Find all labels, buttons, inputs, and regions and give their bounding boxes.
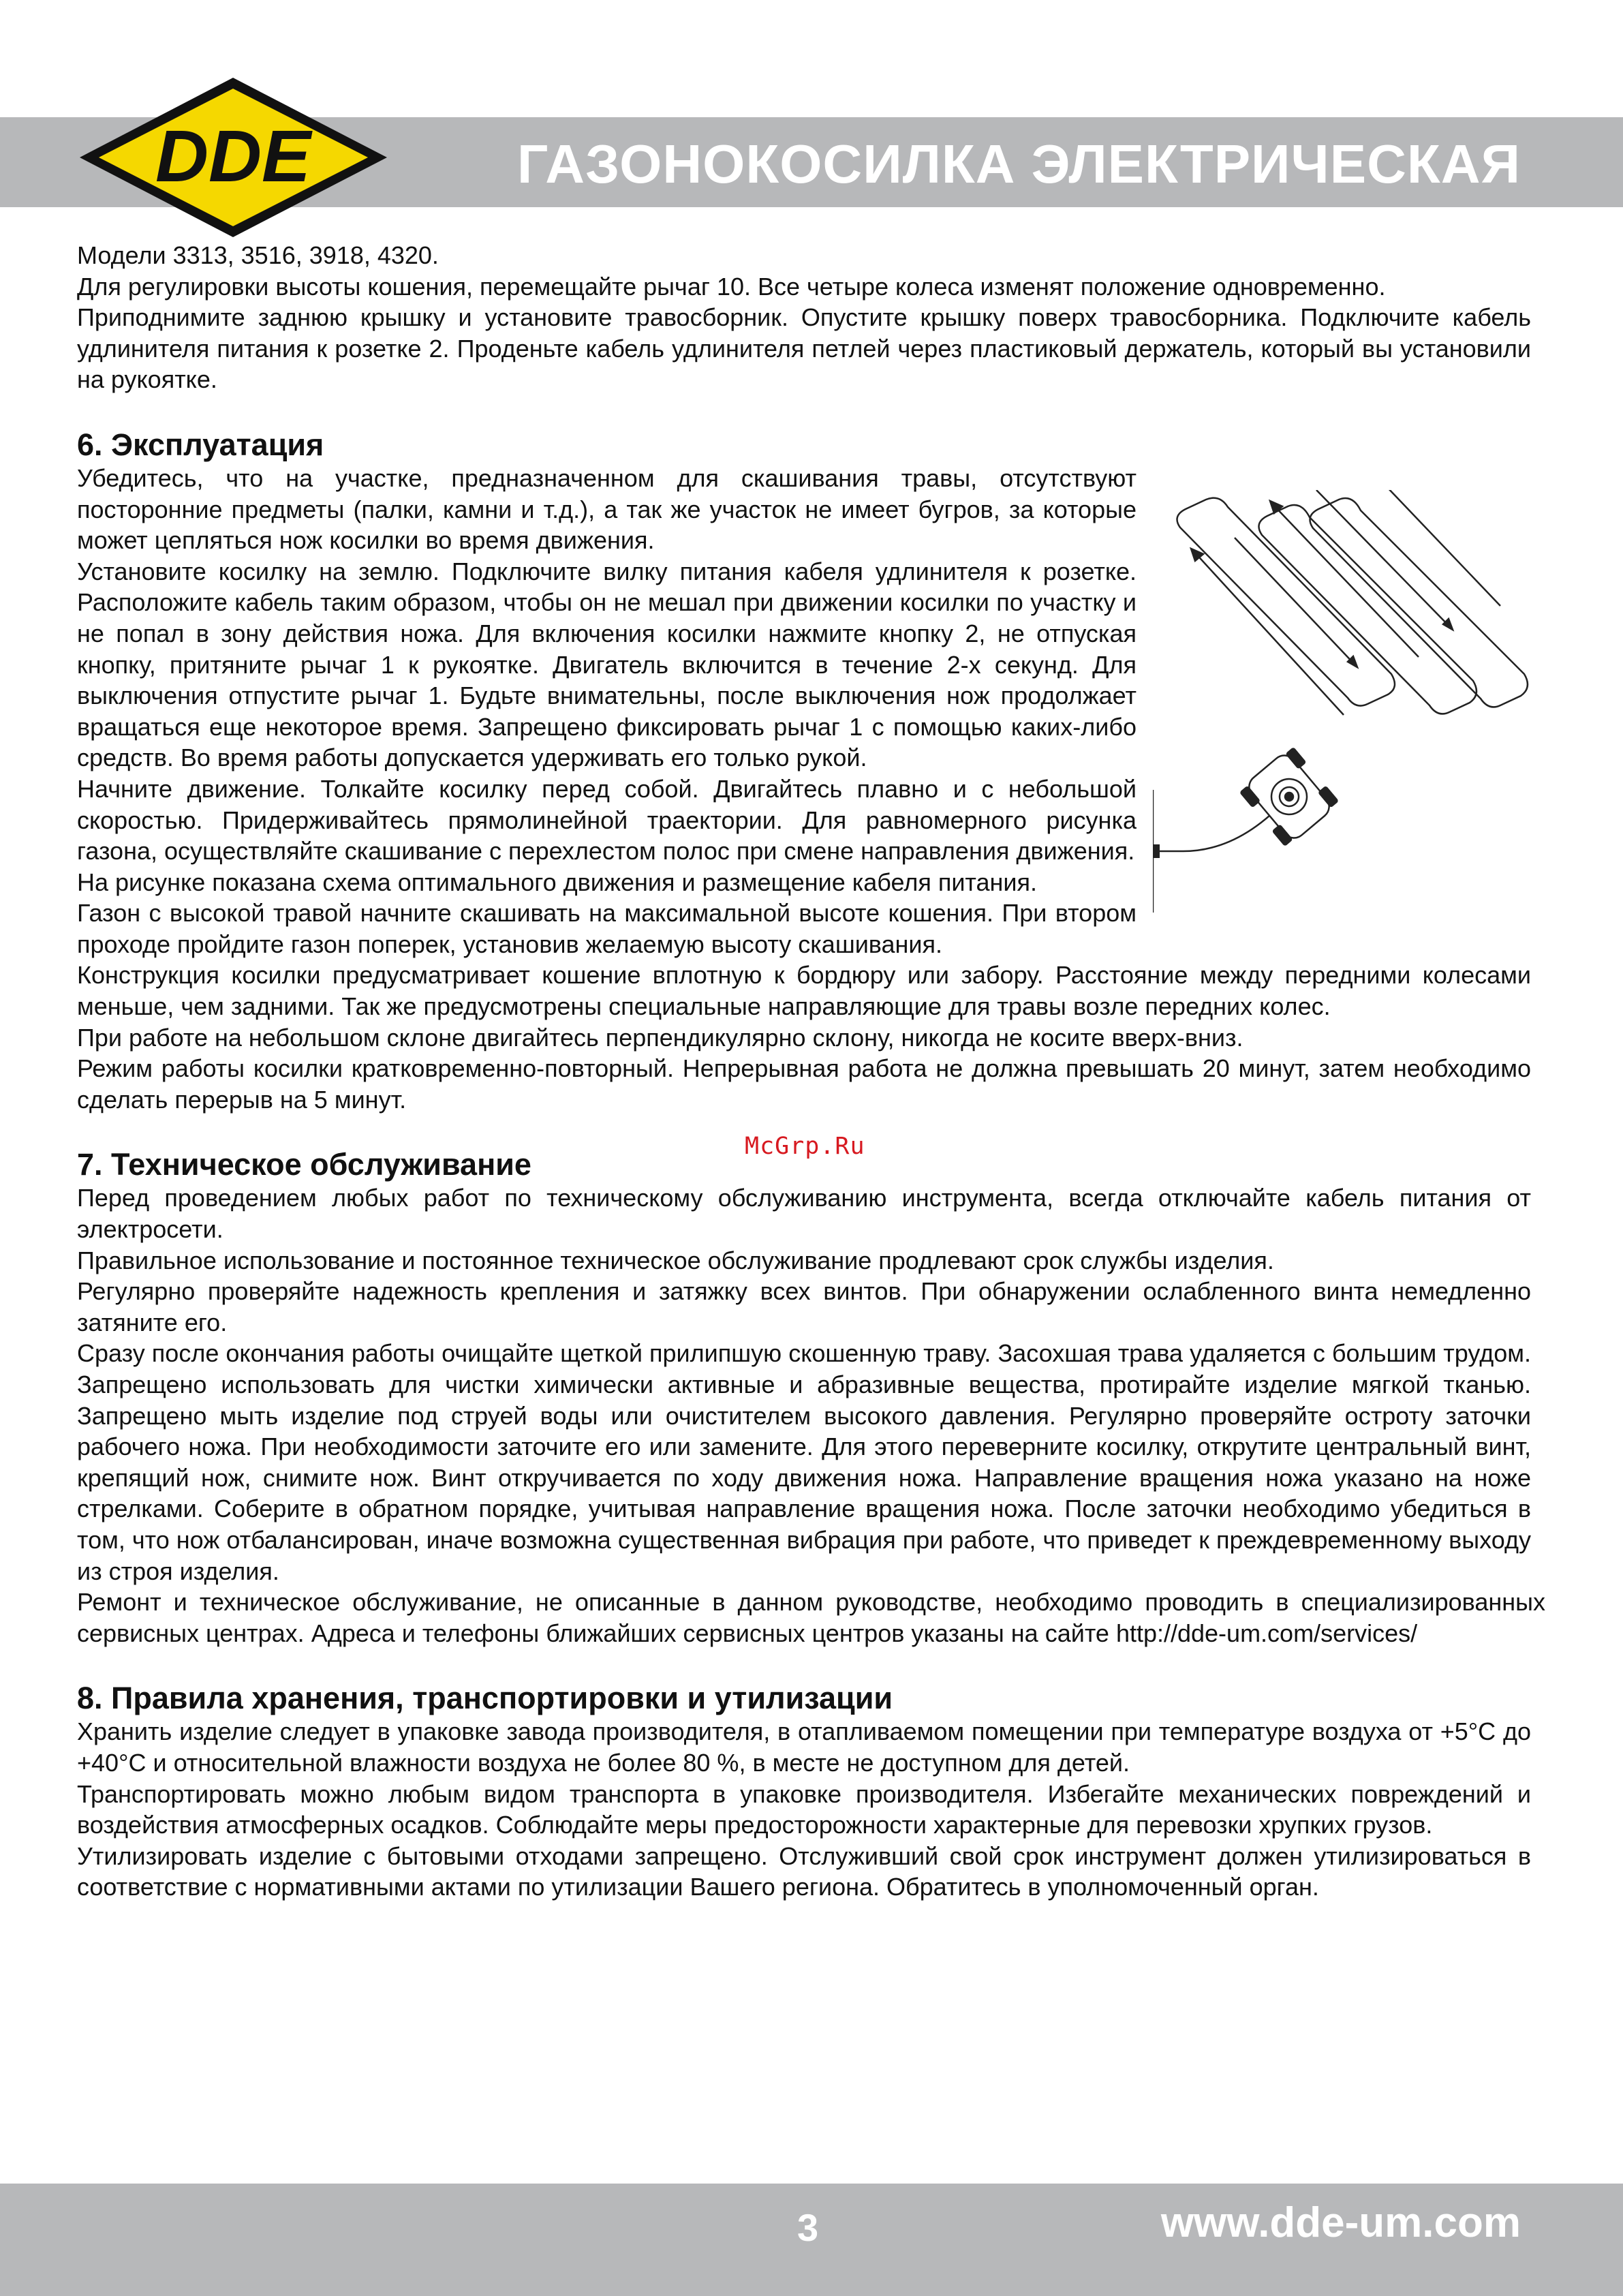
section-6-paragraph: При работе на небольшом склоне двигайтесь перпендикулярно склону, никогда не косите вверх-вниз. — [77, 1023, 1243, 1052]
section-6-paragraph: Убедитесь, что на участке, предназначенном для скашивания травы, отсутствуют посторонние предметы (палки, камни и т.д.), а так же участок не имеет бугров, за которые может цепляться нож косилки во время движения. — [77, 463, 1137, 555]
dde-logo — [75, 74, 392, 241]
logo-text: DDE — [155, 114, 311, 197]
section-6-paragraph: Режим работы косилки кратковременно-повторный. Непрерывная работа не должна превышать 20 минут, затем необходимо сделать перерыв на 5 минут. — [77, 1054, 1531, 1114]
section-6-paragraph: Газон с высокой травой начните скашивать на максимальной высоте кошения. При втором проходе пройдите газон поперек, установив желаемую высоту скашивания. — [77, 899, 1137, 958]
section-6-title: 6. Эксплуатация — [77, 427, 324, 462]
section-7-paragraph: Правильное использование и постоянное техническое обслуживание продлевают срок службы изделия. — [77, 1246, 1274, 1274]
section-8-paragraph: Утилизировать изделие с бытовыми отходами запрещено. Отслуживший свой срок инструмент должен утилизироваться в соответствие с нормативными актами по утилизации Вашего региона. Обратитесь в уполномоченный орган. — [77, 1841, 1531, 1901]
section-7-paragraph: Ремонт и техническое обслуживание, не описанные в данном руководстве, необходимо проводить в специализированных сервисных центрах. Адреса и телефоны ближайших сервисных центров указаны на сайте http://dde-um.com/services/ — [77, 1588, 1545, 1647]
mowing-pattern-figure — [1153, 463, 1534, 940]
section-7-paragraph: Регулярно проверяйте надежность крепления и затяжку всех винтов. При обнаружении ослабленного винта немедленно затяните его. — [77, 1277, 1531, 1336]
section-7-paragraph: Перед проведением любых работ по техническому обслуживанию инструмента, всегда отключайте кабель питания от электросети. — [77, 1184, 1531, 1244]
section-6-paragraph: Установите косилку на землю. Подключите вилку питания кабеля удлинителя к розетке. Расположите кабель таким образом, чтобы он не мешал при движении косилки по участку и не попал в зону действия ножа. Для включения косилки нажмите кнопку 2, не отпуская кнопку, притяните рычаг 1 к рукоятке. Двигатель включится в течение 2-х секунд. Для выключения отпустите рычаг 1. Будьте внимательны, после выключения нож продолжает вращаться еще некоторое время. Запрещено фиксировать рычаг 1 с помощью каких-либо средств. Во время работы допускается удерживать его только рукой. — [77, 557, 1137, 772]
section-8-paragraph: Транспортировать можно любым видом транспорта в упаковке производителя. Избегайте механических повреждений и воздействия атмосферных осадков. Соблюдайте меры предосторожности характерные для перевозки хрупких грузов. — [77, 1779, 1531, 1839]
section-8-paragraph: Хранить изделие следует в упаковке завода производителя, в отапливаемом помещении при температуре воздуха от +5°C до +40°C и относительной влажности воздуха не более 80 %, в месте не доступном для детей. — [77, 1717, 1531, 1777]
page-content — [77, 240, 1545, 1903]
section-8-title: 8. Правила хранения, транспортировки и утилизации — [77, 1681, 893, 1716]
section-6-paragraph: На рисунке показана схема оптимального движения и размещение кабеля питания. — [77, 868, 1038, 896]
document-title: ГАЗОНОКОСИЛКА ЭЛЕКТРИЧЕСКАЯ — [516, 134, 1521, 194]
intro-paragraph: Для регулировки высоты кошения, перемещайте рычаг 10. Все четыре колеса изменят положение одновременно. — [77, 272, 1386, 301]
section-6-paragraph: Начните движение. Толкайте косилку перед собой. Двигайтесь плавно и с небольшой скоростью. Придерживайтесь прямолинейной траектории. Для равномерного рисунка газона, осуществляйте скашивание с перехлестом полос при смене направления движения. — [77, 774, 1137, 866]
intro-paragraph: Приподнимите заднюю крышку и установите травосборник. Опустите крышку поверх травосборника. Подключите кабель удлинителя питания к розетке 2. Проденьте кабель удлинителя петлей через пластиковый держатель, который вы установили на рукоятке. — [77, 303, 1531, 394]
watermark: McGrp.Ru — [745, 1133, 865, 1160]
section-7-title: 7. Техническое обслуживание — [77, 1147, 531, 1182]
section-6-paragraph: Конструкция косилки предусматривает кошение вплотную к бордюру или забору. Расстояние между передними колесами меньше, чем задними. Так же предусмотрены специальные направляющие для травы возле передних колес. — [77, 961, 1531, 1021]
footer-url: www.dde-um.com — [1160, 2199, 1521, 2246]
page-number: 3 — [797, 2206, 819, 2249]
intro-paragraph: Модели 3313, 3516, 3918, 4320. — [77, 241, 439, 269]
section-7-paragraph: Сразу после окончания работы очищайте щеткой прилипшую скошенную траву. Засохшая трава удаляется с большим трудом. Запрещено использовать для чистки химически активные и абразивные вещества, протирайте изделие мягкой тканью. Запрещено мыть изделие под струей воды или очистителем высокого давления. Регулярно проверяйте остроту заточки рабочего ножа. При необходимости заточите его или замените. Для этого переверните косилку, открутите центральный винт, крепящий нож, снимите нож. Винт откручивается по ходу движения ножа. Направление вращения ножа указано на ноже стрелками. Соберите в обратном порядке, учитывая направление вращения ножа. После заточки необходимо убедиться в том, что нож отбалансирован, иначе возможна существенная вибрация при работе, что приведет к преждевременному выходу из строя изделия. — [77, 1339, 1531, 1585]
